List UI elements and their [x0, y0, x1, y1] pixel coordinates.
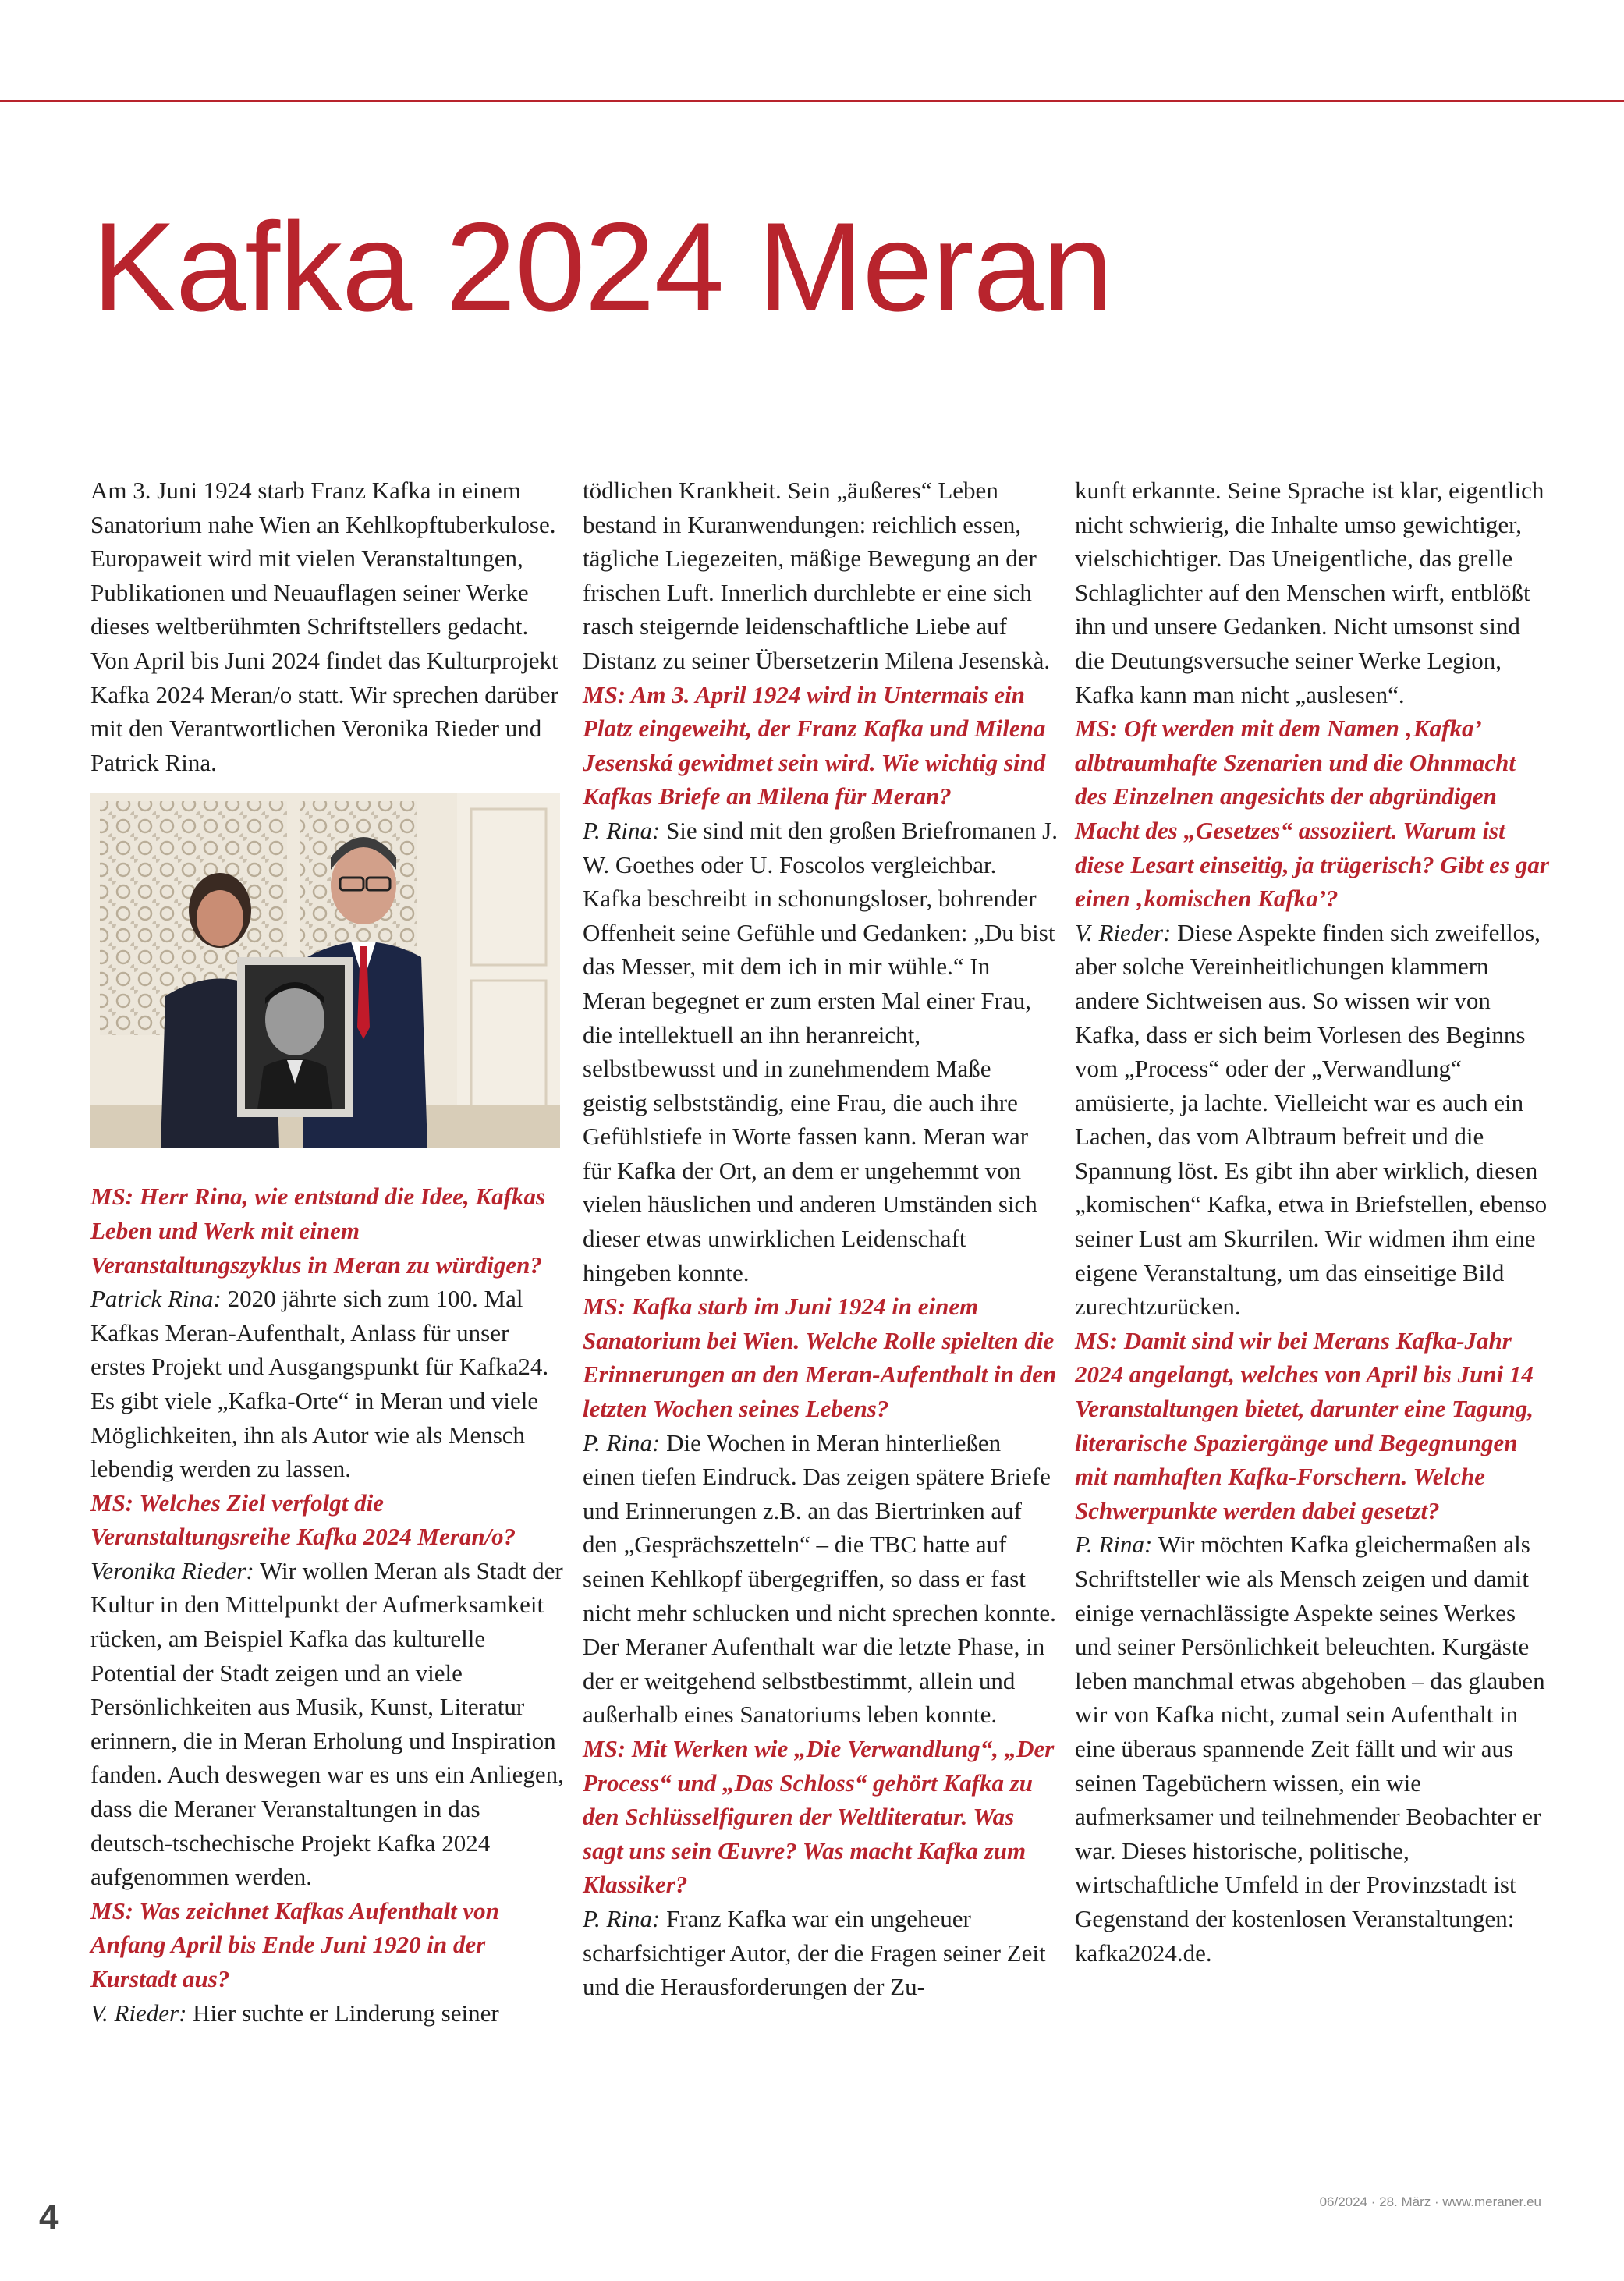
interview-question: MS: Oft werden mit dem Namen ‚Kafka’ albtraumhafte Szenarien und die Ohnmacht des Einzelnen angesichts der abgründigen Macht des „Gesetzes“ assoziiert. Warum ist diese Lesart einseitig, ja trügerisch? Gibt es gar einen ‚komischen Kafka’?: [1075, 715, 1549, 913]
interview-question: MS: Was zeichnet Kafkas Aufenthalt von Anfang April bis Ende Juni 1920 in der Kurstadt aus?: [90, 1896, 499, 1992]
intro-text: Am 3. Juni 1924 starb Franz Kafka in einem Sanatorium nahe Wien an Kehlkopftuberkulose. Europaweit wird mit vielen Veranstaltungen, Publikationen und Neuauflagen seiner Werke dieses weltberühmten Schriftstellers gedacht. Von April bis Juni 2024 findet das Kulturprojekt Kafka 2024 Meran/o statt. Wir sprechen darüber mit den Verantwortlichen Veronika Rieder und Patrick Rina.: [90, 477, 558, 776]
interview-question: MS: Damit sind wir bei Merans Kafka-Jahr 2024 angelangt, welches von April bis Juni 14 Veranstaltungen bietet, darunter eine Tagung, literarische Spaziergänge und Begegnungen mit namhaften Kafka-Forschern. Welche Schwerpunkte werden dabei gesetzt?: [1075, 1326, 1534, 1524]
answer-text: Diese Aspekte finden sich zweifellos, aber solche Vereinheitlichungen klammern andere Sichtweisen aus. So wissen wir von Kafka, dass er sich beim Vorlesen des Beginns vom „Process“ oder der „Verwandlung“ amüsierte, ja lachte. Vielleicht war es auch ein Lachen, das vom Albtraum befreit und die Spannung löst. Es gibt ihn aber wirklich, diesen „komischen“ Kafka, etwa in Briefstellen, ebenso seiner Lust am Skurrilen. Wir widmen ihm eine eigene Veranstaltung, um das einseitige Bild zurechtzurücken.: [1075, 918, 1548, 1321]
interview-question: MS: Am 3. April 1924 wird in Untermais ein Platz eingeweiht, der Franz Kafka und Milena Jesenská gewidmet sein wird. Wie wichtig sind Kafkas Briefe an Milena für Meran?: [583, 680, 1046, 811]
interview-question: MS: Herr Rina, wie entstand die Idee, Kafkas Leben und Werk mit einem Veranstaltungszyklus in Meran zu würdigen?: [90, 1183, 546, 1279]
speaker-name: P. Rina:: [1075, 1531, 1153, 1559]
speaker-name: V. Rieder:: [1075, 918, 1172, 946]
interview-question: MS: Mit Werken wie „Die Verwandlung“, „Der Process“ und „Das Schloss“ gehört Kafka zu den Schlüsselfiguren der Weltliteratur. Was sagt uns sein Œuvre? Was macht Kafka zum Klassiker?: [583, 1734, 1055, 1899]
interview-answer: [90, 1554, 566, 1894]
interview-answer: [583, 1902, 1058, 2004]
interview-answer: [583, 814, 1058, 1289]
article-column-3: [1075, 474, 1551, 1970]
speaker-name: Veronika Rieder:: [90, 1556, 254, 1584]
page-number: 4: [39, 2198, 59, 2237]
answer-text: Sie sind mit den großen Briefromanen J. W. Goethes oder U. Foscolos vergleichbar. Kafka beschreibt in schonungsloser, bohrender Offenheit seine Gefühle und Gedanken: „Du bist das Messer, mit dem ich in mir wühle.“ In Meran begegnet er zum ersten Mal einer Frau, die intellektuell an ihn heranreicht, selbstbewusst und in zunehmendem Maße geistig selbstständig, eine Frau, die auch ihre Gefühlstiefe in Worte fassen kann. Meran war für Kafka der Ort, an dem er ungehemmt von vielen häuslichen und anderen Umständen sich dieser etwas unwirklichen Leidenschaft hingeben konnte.: [583, 816, 1058, 1286]
answer-text: Wir möchten Kafka gleichermaßen als Schriftsteller wie als Mensch zeigen und damit einige vernachlässigte Aspekte seines Werkes und seiner Persönlichkeit beleuchten. Kurgäste leben manchmal etwas abgehoben – das glauben wir von Kafka nicht, zumal sein Aufenthalt in eine überaus spannende Zeit fällt und wir aus seinen Tagebüchern wissen, ein wie aufmerksamer und teilnehmender Beobachter er war. Dieses historische, politische, wirtschaftliche Umfeld in der Provinzstadt ist Gegenstand der kostenlosen Veranstaltungen: kafka2024.de.: [1075, 1531, 1545, 1967]
interview-answer: [90, 1996, 566, 2031]
answer-text: 2020 jährte sich zum 100. Mal Kafkas Meran-Aufenthalt, Anlass für unser erstes Projekt und Ausgangspunkt für Kafka24. Es gibt viele „Kafka-Orte“ in Meran und viele Möglichkeiten, ihn als Autor wie als Mensch lebendig werden zu lassen.: [90, 1285, 549, 1483]
answer-text: Franz Kafka war ein ungeheuer scharfsichtiger Autor, der die Fragen seiner Zeit und die Herausforderungen der Zu-: [583, 1904, 1046, 2001]
speaker-name: P. Rina:: [583, 816, 661, 844]
footer-issue-info: 06/2024 · 28. März · www.meraner.eu: [1319, 2194, 1541, 2209]
interview-answer: [1075, 916, 1551, 1324]
speaker-name: V. Rieder:: [90, 1999, 187, 2027]
page-title: Kafka 2024 Meran: [92, 197, 1112, 338]
intro-text: tödlichen Krankheit. Sein „äußeres“ Leben bestand in Kuranwendungen: reichlich essen, tägliche Liegezeiten, mäßige Bewegung an der frischen Luft. Innerlich durchlebte er eine sich rasch steigernde leidenschaftliche Liebe auf Distanz zu seiner Übersetzerin Milena Jesenskà.: [583, 477, 1051, 674]
interview-question: MS: Kafka starb im Juni 1924 in einem Sanatorium bei Wien. Welche Rolle spielten die Erinnerungen an den Meran-Aufenthalt in den letzten Wochen seines Lebens?: [583, 1293, 1057, 1423]
top-rule: [0, 100, 1624, 102]
intro-text: kunft erkannte. Seine Sprache ist klar, eigentlich nicht schwierig, die Inhalte umso gewichtiger, vielschichtiger. Das Uneigentliche, das grelle Schlaglichter auf den Menschen wirft, entblößt ihn und unsere Gedanken. Nicht umsonst sind die Deutungsversuche seiner Werke Legion, Kafka kann man nicht „auslesen“.: [1075, 477, 1544, 708]
article-photo: [90, 793, 560, 1148]
speaker-name: P. Rina:: [583, 1904, 661, 1932]
article-column-1: [90, 474, 566, 2030]
answer-text: Hier suchte er Linderung seiner: [186, 1999, 499, 2027]
answer-text: Die Wochen in Meran hinterließen einen tiefen Eindruck. Das zeigen spätere Briefe und Erinnerungen z.B. an das Biertrinken auf den „Gesprächszetteln“ – die TBC hatte auf seinen Kehlkopf übergegriffen, so dass er fast nicht mehr schlucken und nicht sprechen konnte. Der Meraner Aufenthalt war die letzte Phase, in der er weitgehend selbstbestimmt, allein und außerhalb eines Sanatoriums leben konnte.: [583, 1428, 1056, 1729]
article-column-2: [583, 474, 1058, 2004]
interview-answer: [1075, 1527, 1551, 1970]
interview-answer: [583, 1426, 1058, 1732]
photo-illustration: [90, 793, 560, 1148]
interview-answer: [90, 1282, 566, 1486]
answer-text: Wir wollen Meran als Stadt der Kultur in den Mittelpunkt der Aufmerksamkeit rücken, am Beispiel Kafka das kulturelle Potential der Stadt zeigen und an viele Persönlichkeiten aus Musik, Kunst, Literatur erinnern, die in Meran Erholung und Inspiration fanden. Auch deswegen war es uns ein Anliegen, dass die Meraner Veranstaltungen in das deutsch-tschechische Projekt Kafka 2024 aufgenommen werden.: [90, 1556, 564, 1891]
interview-question: MS: Welches Ziel verfolgt die Veranstaltungsreihe Kafka 2024 Meran/o?: [90, 1488, 516, 1551]
speaker-name: Patrick Rina:: [90, 1285, 222, 1313]
speaker-name: P. Rina:: [583, 1428, 661, 1456]
